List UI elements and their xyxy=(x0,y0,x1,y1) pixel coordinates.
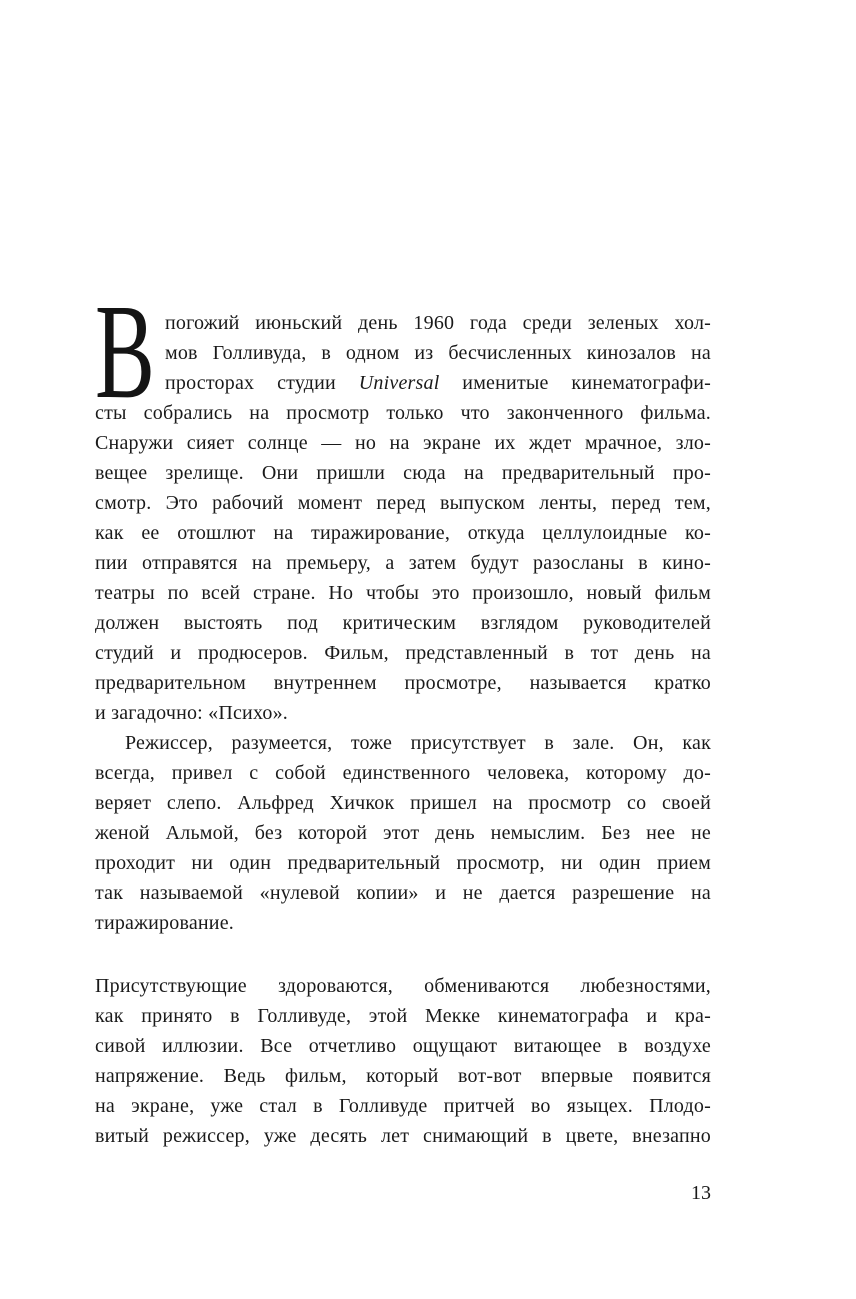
text-line: как ее отошлют на тиражирование, откуда целлулоидные ко- xyxy=(95,522,711,544)
text-line: пии отправятся на премьеру, а затем будут разосланы в кино- xyxy=(95,552,711,574)
text-line: Присутствующие здороваются, обмениваются любезностями, xyxy=(95,975,711,997)
text-segment: именитые кинематографи- xyxy=(439,372,711,394)
text-line: витый режиссер, уже десять лет снимающий в цвете, внезапно xyxy=(95,1125,711,1147)
paragraph-1 xyxy=(95,277,711,728)
drop-cap: В xyxy=(95,277,156,427)
text-line: должен выстоять под критическим взглядом руководителей xyxy=(95,612,711,634)
text-line: тиражирование. xyxy=(95,912,234,934)
page-number: 13 xyxy=(691,1182,711,1204)
text-line: как принято в Голливуде, этой Мекке кинематографа и кра- xyxy=(95,1005,711,1027)
text-line: на экране, уже стал в Голливуде притчей во языцех. Плодо- xyxy=(95,1095,711,1117)
text-line: мов Голливуда, в одном из бесчисленных кинозалов на xyxy=(165,342,711,364)
text-line: проходит ни один предварительный просмотр, ни один прием xyxy=(95,852,711,874)
text-line: Снаружи сияет солнце — но на экране их ждет мрачное, зло- xyxy=(95,432,711,454)
text-segment: просторах студии xyxy=(165,372,359,394)
italic-word: Universal xyxy=(358,372,440,394)
text-block xyxy=(95,277,711,1151)
text-line: и загадочно: «Психо». xyxy=(95,702,288,724)
text-line: сты собрались на просмотр только что законченного фильма. xyxy=(95,402,711,424)
text-line: напряжение. Ведь фильм, который вот-вот впервые появится xyxy=(95,1065,711,1087)
text-line: веряет слепо. Альфред Хичкок пришел на просмотр со своей xyxy=(95,792,711,814)
paragraph-3 xyxy=(95,971,711,1151)
text-line: театры по всей стране. Но чтобы это произошло, новый фильм xyxy=(95,582,711,604)
text-line: сивой иллюзии. Все отчетливо ощущают витающее в воздухе xyxy=(95,1035,711,1057)
text-line: предварительном внутреннем просмотре, называется кратко xyxy=(95,672,711,694)
text-line: вещее зрелище. Они пришли сюда на предварительный про- xyxy=(95,462,711,484)
text-line: студий и продюсеров. Фильм, представленный в тот день на xyxy=(95,642,711,664)
text-line: погожий июньский день 1960 года среди зеленых хол- xyxy=(165,312,711,334)
paragraph-2 xyxy=(95,728,711,938)
text-line: всегда, привел с собой единственного человека, которому до- xyxy=(95,762,711,784)
text-line: женой Альмой, без которой этот день немыслим. Без нее не xyxy=(95,822,711,844)
text-line xyxy=(95,368,711,398)
text-line: так называемой «нулевой копии» и не дается разрешение на xyxy=(95,882,711,904)
text-line: Режиссер, разумеется, тоже присутствует в зале. Он, как xyxy=(125,732,711,754)
text-line: смотр. Это рабочий момент перед выпуском ленты, перед тем, xyxy=(95,492,711,514)
